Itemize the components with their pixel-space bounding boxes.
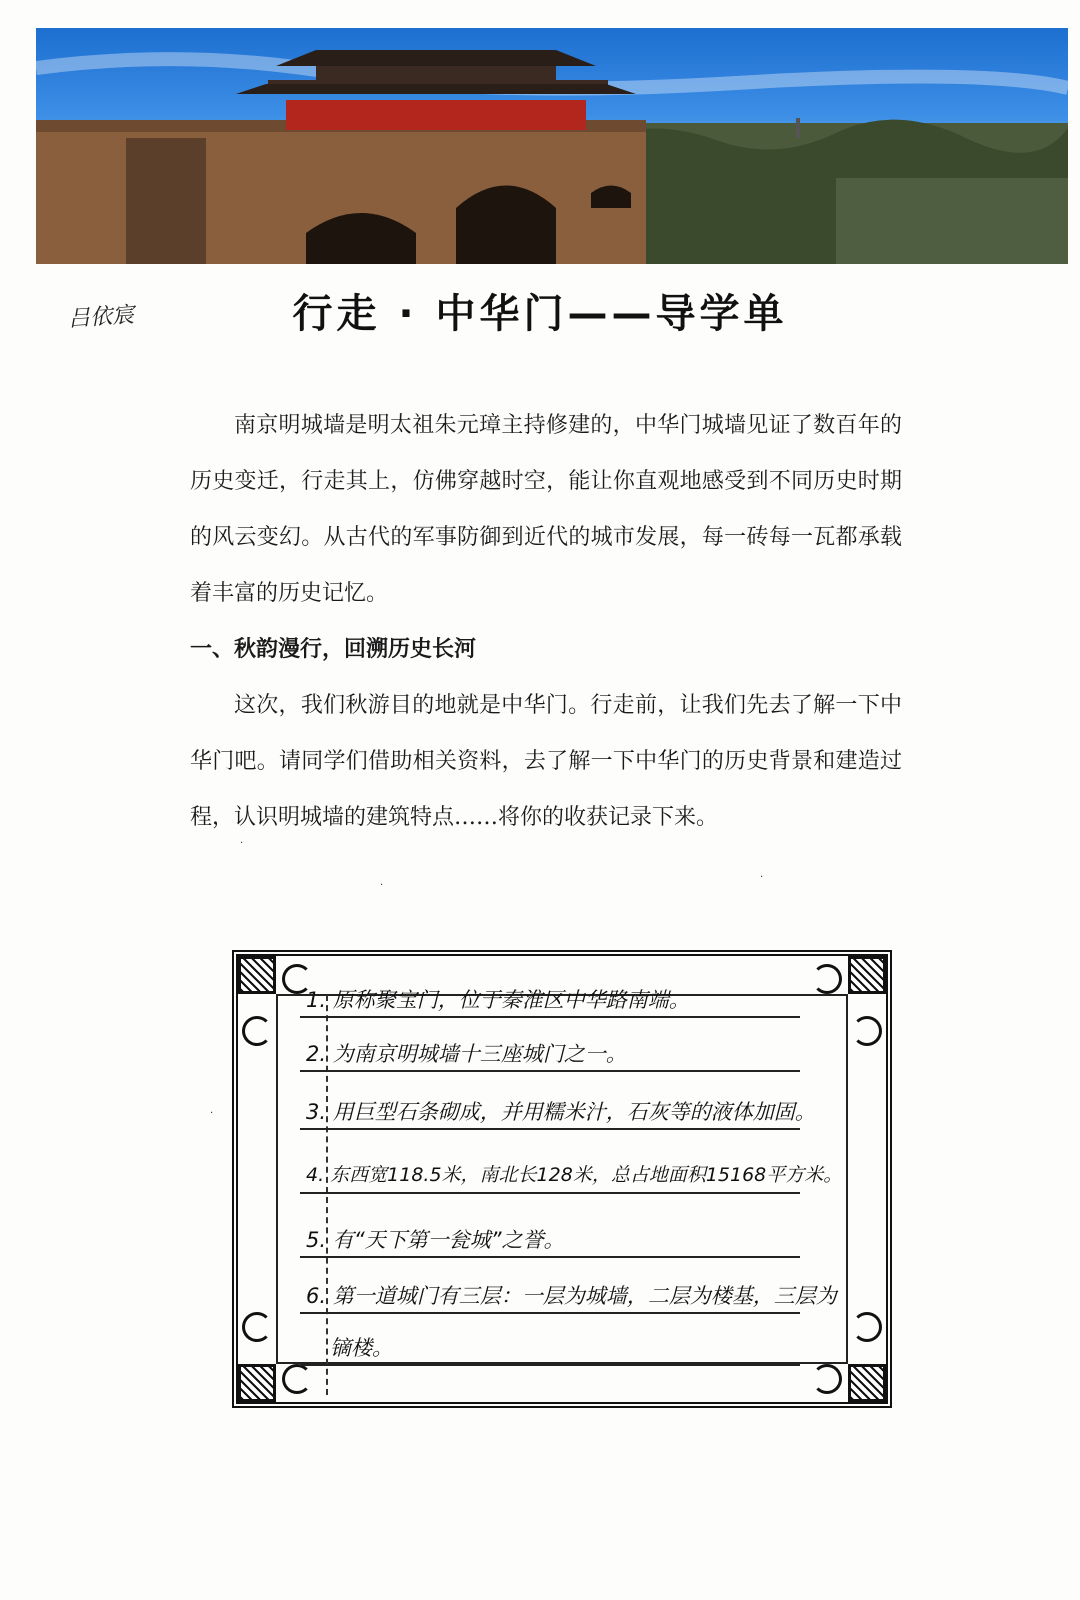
scan-speck: ·: [760, 872, 764, 883]
answer-line: 6. 第一道城门有三层：一层为城墙，二层为楼基，三层为: [306, 1284, 837, 1308]
corner-ornament-bottom-right: [848, 1364, 886, 1402]
answer-line: 镝楼。: [330, 1336, 393, 1360]
answer-rule: [300, 1256, 800, 1258]
answer-rule: [300, 1128, 800, 1130]
corner-ornament-top-left: [238, 956, 276, 994]
answer-line: 5. 有“天下第一瓮城”之誉。: [306, 1228, 565, 1252]
answer-rule: [300, 1364, 800, 1366]
answer-line: 2. 为南京明城墙十三座城门之一。: [306, 1042, 627, 1066]
scan-speck: ·: [210, 1108, 214, 1119]
page-title: 行走 · 中华门——导学单: [292, 291, 788, 337]
answer-line: 4. 东西宽118.5米，南北长128米，总占地面积15168平方米。: [306, 1164, 843, 1186]
section-heading: 一、秋韵漫行，回溯历史长河: [190, 637, 477, 662]
answer-line: 1. 原称聚宝门，位于秦淮区中华路南端。: [306, 988, 690, 1012]
swirl-ornament: [812, 964, 842, 994]
corner-ornament-top-right: [848, 956, 886, 994]
scan-speck: ·: [240, 838, 244, 849]
swirl-ornament: [812, 1364, 842, 1394]
section-paragraph: 这次，我们秋游目的地就是中华门。行走前，让我们先去了解一下中华门吧。请同学们借助相关资料，去了解一下中华门的历史背景和建造过程，认识明城墙的建筑特点……将你的收获记录下来。: [190, 693, 902, 830]
answer-line: 3. 用巨型石条砌成，并用糯米汁，石灰等的液体加固。: [306, 1100, 816, 1124]
swirl-ornament: [852, 1016, 882, 1046]
swirl-ornament: [242, 1312, 272, 1342]
document-body: [190, 398, 902, 846]
banner-photo: [36, 28, 1068, 264]
scan-speck: ·: [380, 880, 384, 891]
city-gate-illustration: [36, 28, 1068, 264]
answer-rule: [300, 1192, 800, 1194]
corner-ornament-bottom-left: [238, 1364, 276, 1402]
answer-rule: [300, 1312, 800, 1314]
student-signature: 吕依宸: [67, 302, 135, 333]
intro-paragraph: 南京明城墙是明太祖朱元璋主持修建的，中华门城墙见证了数百年的历史变迁，行走其上，仿佛穿越时空，能让你直观地感受到不同历史时期的风云变幻。从古代的军事防御到近代的城市发展，每一砖每一瓦都承载着丰富的历史记忆。: [190, 413, 902, 606]
swirl-ornament: [852, 1312, 882, 1342]
swirl-ornament: [282, 1364, 312, 1394]
swirl-ornament: [242, 1016, 272, 1046]
answer-rule: [300, 1016, 800, 1018]
answer-rule: [300, 1070, 800, 1072]
